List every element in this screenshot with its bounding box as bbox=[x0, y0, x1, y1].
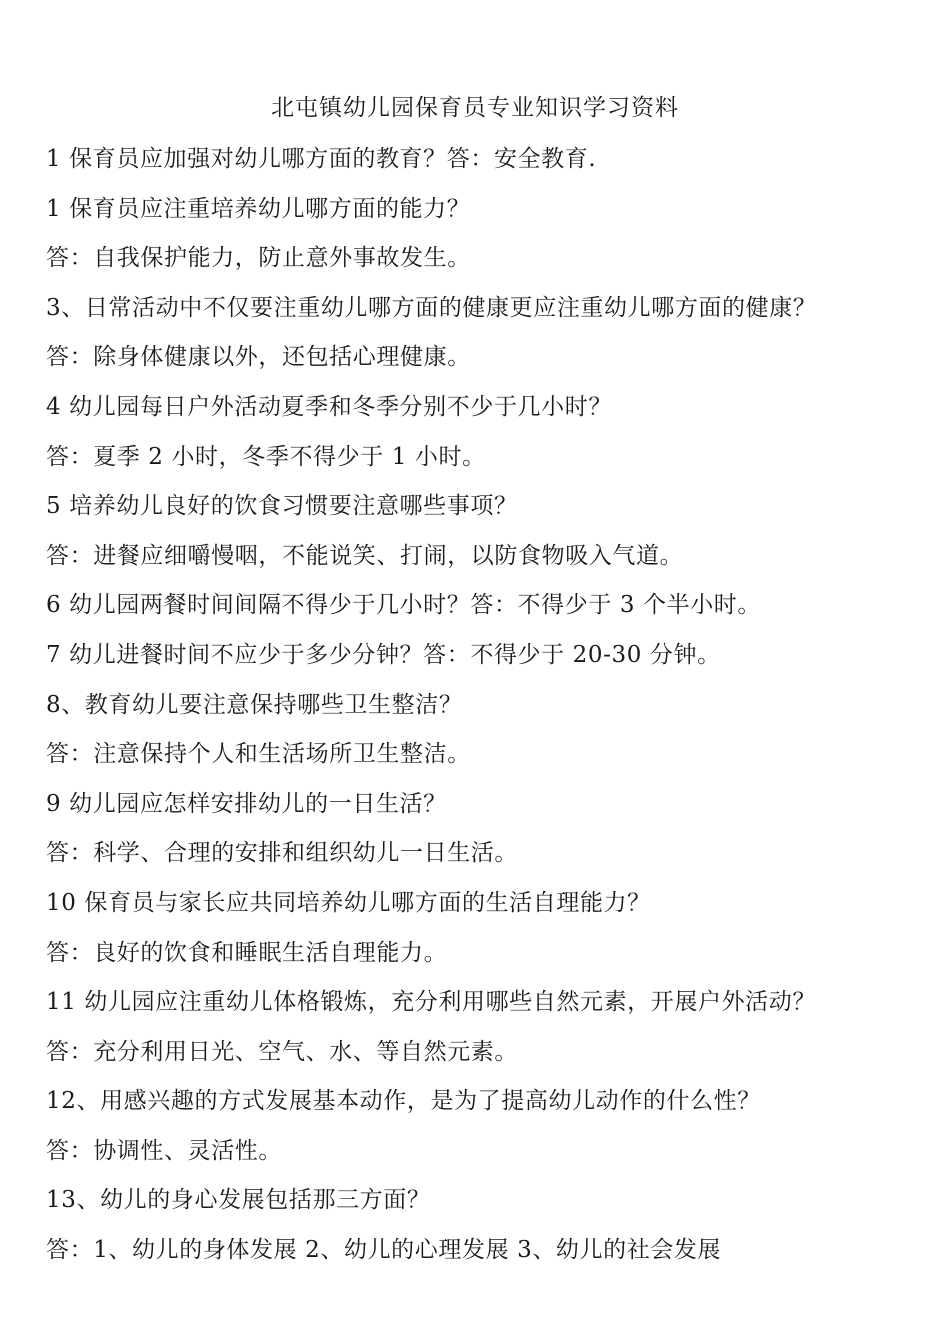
text-line: 12、用感兴趣的方式发展基本动作，是为了提高幼儿动作的什么性？ bbox=[46, 1088, 761, 1115]
text-line: 答：自我保护能力，防止意外事故发生。 bbox=[46, 245, 471, 272]
text-line: 答：夏季 2 小时，冬季不得少于 1 小时。 bbox=[46, 443, 486, 470]
document-title: 北屯镇幼儿园保育员专业知识学习资料 bbox=[271, 95, 679, 121]
text-line: 答：1、幼儿的身体发展 2、幼儿的心理发展 3、幼儿的社会发展 bbox=[46, 1237, 722, 1264]
text-line: 7 幼儿进餐时间不应少于多少分钟？答：不得少于 20-30 分钟。 bbox=[46, 641, 721, 668]
text-line: 1 保育员应加强对幼儿哪方面的教育？答：安全教育. bbox=[46, 146, 597, 172]
text-line: 10 保育员与家长应共同培养幼儿哪方面的生活自理能力？ bbox=[46, 889, 651, 916]
text-line: 13、幼儿的身心发展包括那三方面？ bbox=[46, 1187, 431, 1214]
text-line: 5 培养幼儿良好的饮食习惯要注意哪些事项？ bbox=[46, 493, 518, 520]
text-line: 11 幼儿园应注重幼儿体格锻炼，充分利用哪些自然元素，开展户外活动？ bbox=[46, 989, 816, 1016]
text-line: 答：注意保持个人和生活场所卫生整洁。 bbox=[46, 741, 471, 768]
text-line: 4 幼儿园每日户外活动夏季和冬季分别不少于几小时？ bbox=[46, 393, 612, 420]
text-line: 答：充分利用日光、空气、水、等自然元素。 bbox=[46, 1038, 518, 1065]
text-line: 答：科学、合理的安排和组织幼儿一日生活。 bbox=[46, 840, 518, 867]
text-line: 答：协调性、灵活性。 bbox=[46, 1137, 282, 1164]
qa-list bbox=[46, 139, 926, 1280]
text-line: 答：良好的饮食和睡眠生活自理能力。 bbox=[46, 939, 448, 966]
text-line: 6 幼儿园两餐时间间隔不得少于几小时？答：不得少于 3 个半小时。 bbox=[46, 592, 761, 619]
text-line: 3、日常活动中不仅要注重幼儿哪方面的健康更应注重幼儿哪方面的健康？ bbox=[46, 294, 817, 321]
text-line: 答：除身体健康以外，还包括心理健康。 bbox=[46, 344, 471, 371]
text-line: 1 保育员应注重培养幼儿哪方面的能力？ bbox=[46, 195, 471, 222]
text-line: 8、教育幼儿要注意保持哪些卫生整洁？ bbox=[46, 691, 463, 718]
text-line: 9 幼儿园应怎样安排幼儿的一日生活？ bbox=[46, 790, 447, 817]
text-line: 答：进餐应细嚼慢咽，不能说笑、打闹，以防食物吸入气道。 bbox=[46, 542, 684, 569]
